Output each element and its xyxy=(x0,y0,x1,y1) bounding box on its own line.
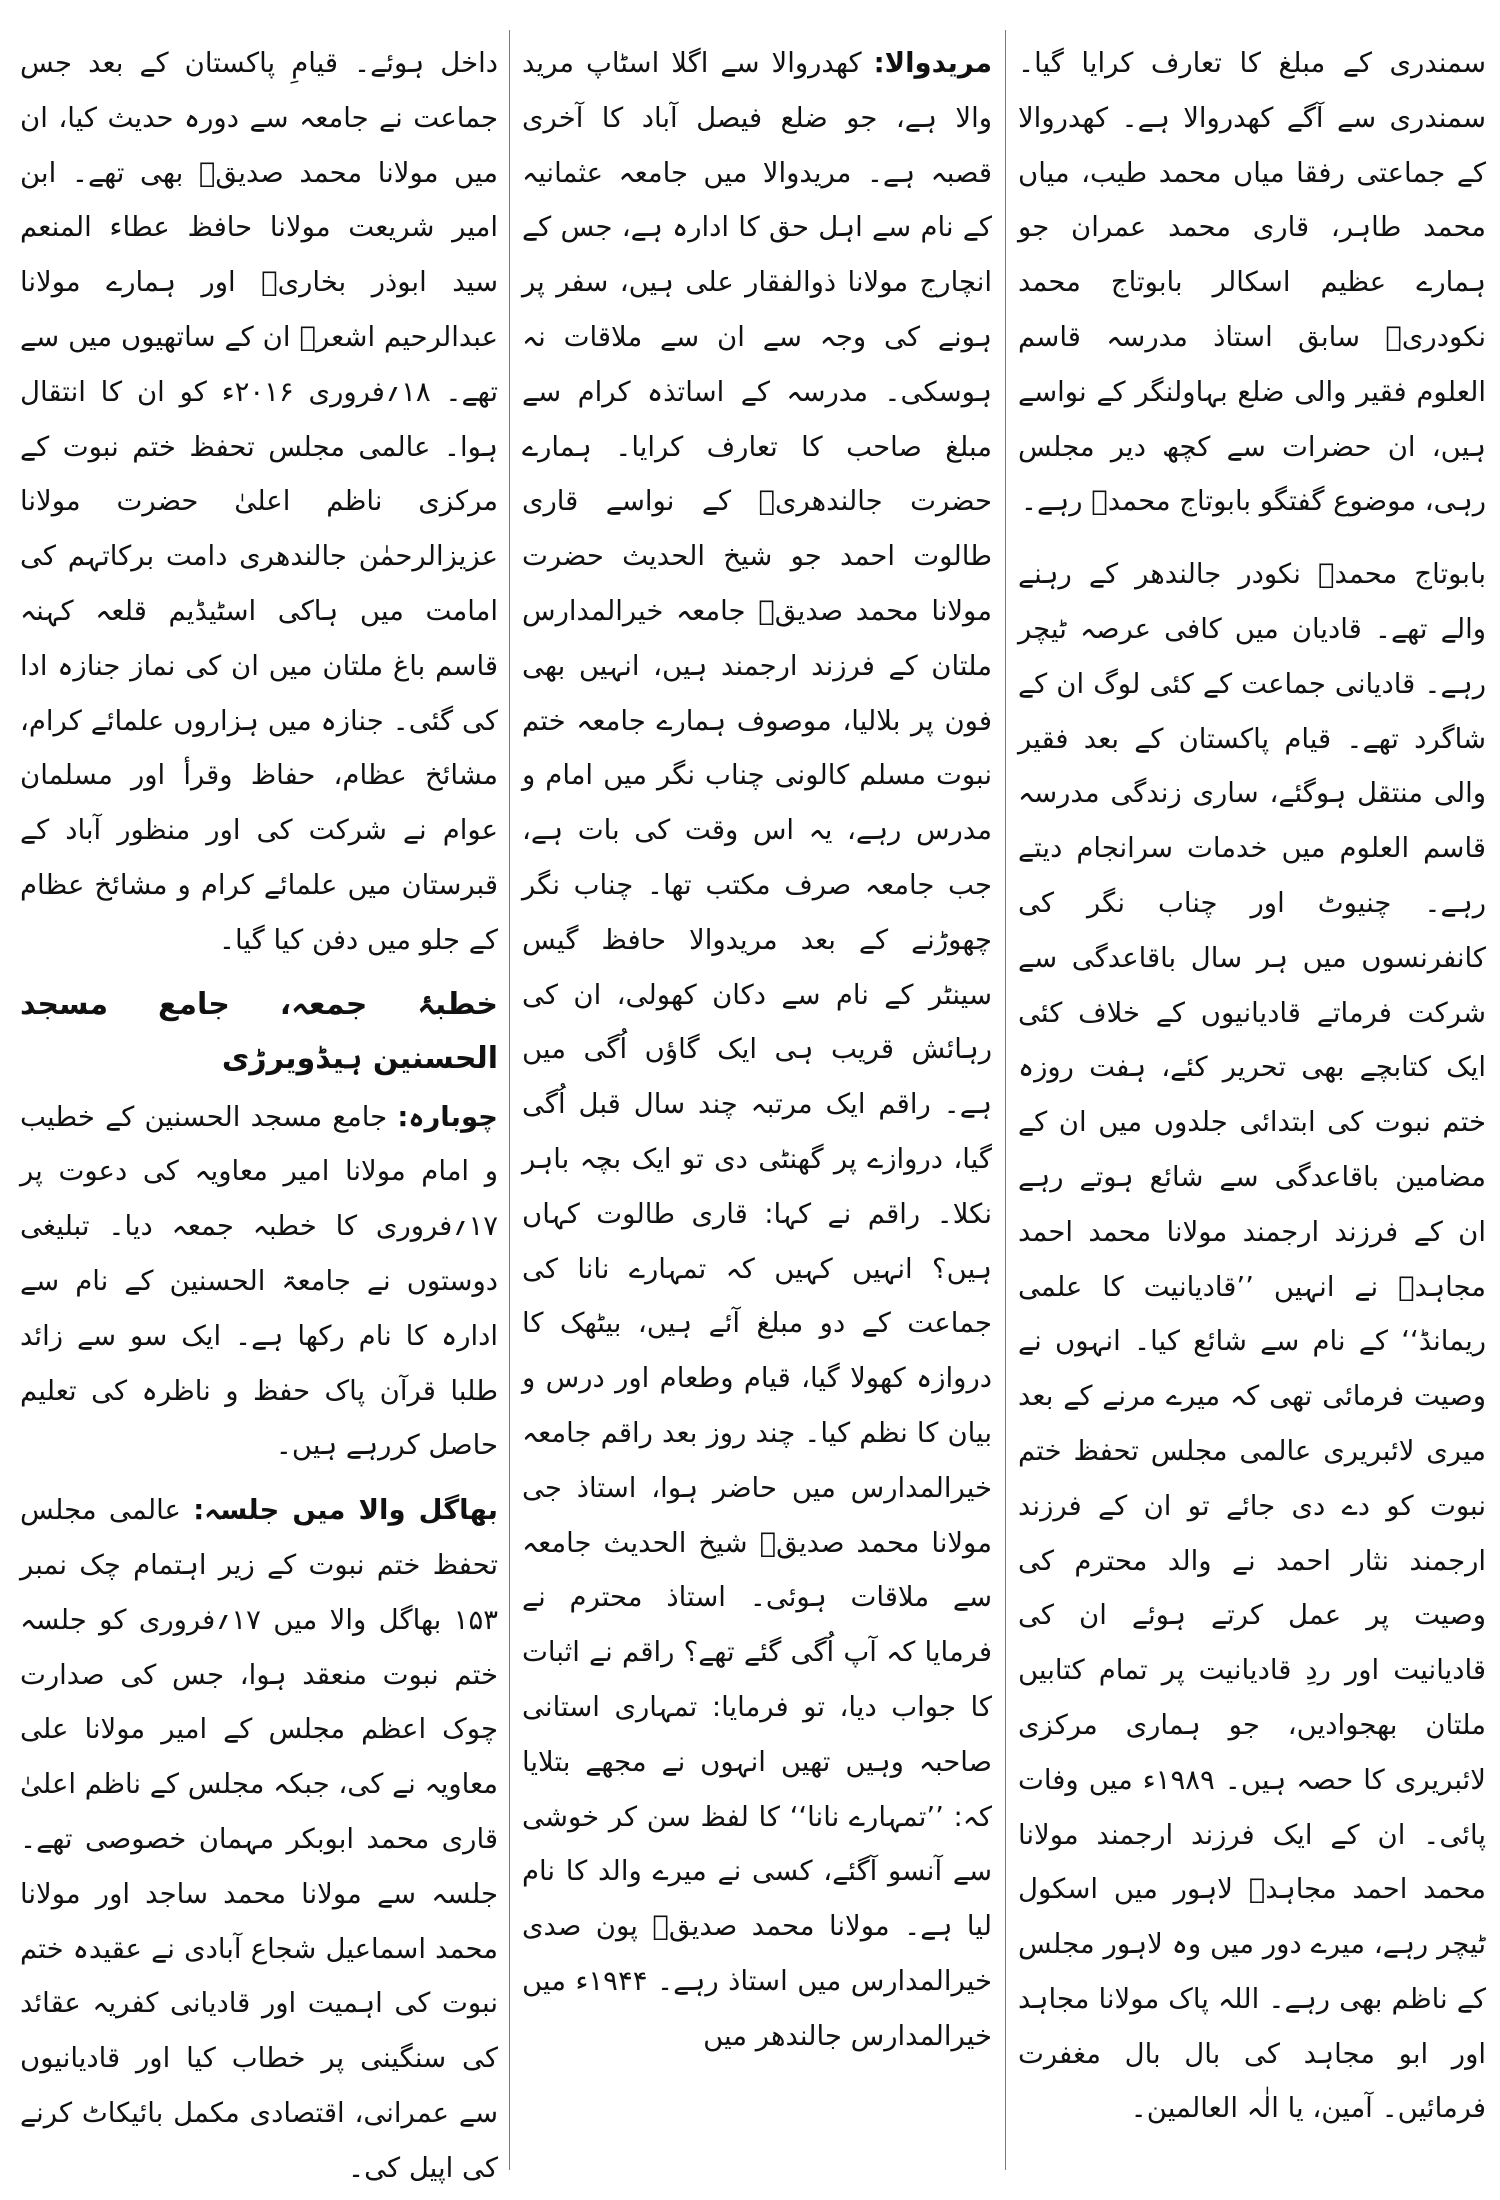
section-lead: چوبارہ: xyxy=(397,1100,498,1133)
section-heading: خطبۂ جمعہ، جامع مسجد الحسنین ہیڈویرڑی xyxy=(20,986,498,1076)
paragraph-text: جامع مسجد الحسنین کے خطیب و امام مولانا امیر معاویہ کی دعوت پر ۱۷؍فروری کا خطبہ جمعہ دیا۔ تبلیغی دوستوں نے جامعۃ الحسنین کے نام سے ادارہ کا نام رکھا ہے۔ ایک سو سے زائد طلبا قرآن پاک حفظ و ناظرہ کی تعلیم حاصل کررہے ہیں۔ xyxy=(20,1100,498,1462)
article-paragraph: داخل ہوئے۔ قیامِ پاکستان کے بعد جس جماعت نے جامعہ سے دورہ حدیث کیا، ان میں مولانا محمد صدیقؒ بھی تھے۔ ابن امیر شریعت مولانا حافظ عطاء المنعم سید ابوذر بخاریؒ اور ہمارے مولانا عبدالرحیم اشعرؒ ان کے ساتھیوں میں سے تھے۔ ۱۸؍فروری ۲۰۱۶ء کو ان کا انتقال ہوا۔ عالمی مجلس تحفظ ختم نبوت کے مرکزی ناظم اعلیٰ حضرت مولانا عزیزالرحمٰن جالندھری دامت برکاتہم کی امامت میں ہاکی اسٹیڈیم قلعہ کہنہ قاسم باغ ملتان میں ان کی نماز جنازہ ادا کی گئی۔ جنازہ میں ہزاروں علمائے کرام، مشائخ عظام، حفاظ وقرأ اور مسلمان عوام نے شرکت کی اور منظور آباد کے قبرستان میں علمائے کرام و مشائخ عظام کے جلو میں دفن کیا گیا۔ xyxy=(20,47,499,956)
section-lead: مریدوالا: xyxy=(873,47,992,79)
section-lead: بھاگل والا میں جلسہ: xyxy=(193,1494,498,1527)
column-divider xyxy=(1005,30,1006,2170)
article-paragraph: سمندری کے مبلغ کا تعارف کرایا گیا۔ سمندری سے آگے کھدروالا ہے۔ کھدروالا کے جماعتی رفقا میاں محمد طیب، میاں محمد طاہر، قاری محمد عمران جو ہمارے عظیم اسکالر بابوتاج محمد نکودریؒ سابق استاذ مدرسہ قاسم العلوم فقیر والی ضلع بہاولنگر کے نواسے ہیں، ان حضرات سے کچھ دیر مجلس رہی، موضوع گفتگو بابوتاج محمدؒ رہے۔ xyxy=(1018,47,1486,518)
article-paragraph xyxy=(522,36,992,2063)
column-divider xyxy=(509,30,510,2170)
column-left xyxy=(19,36,499,2184)
paragraph-text: کھدروالا سے اگلا اسٹاپ مرید والا ہے، جو ضلع فیصل آباد کا آخری قصبہ ہے۔ مریدوالا میں جامعہ عثمانیہ کے نام سے اہل حق کا ادارہ ہے، جس کے انچارج مولانا ذوالفقار علی ہیں، سفر پر ہونے کی وجہ سے ان سے ملاقات نہ ہوسکی۔ مدرسہ کے اساتذہ کرام سے مبلغ صاحب کا تعارف کرایا۔ ہمارے حضرت جالندھریؒ کے نواسے قاری طالوت احمد جو شیخ الحدیث حضرت مولانا محمد صدیقؒ جامعہ خیرالمدارس ملتان کے فرزند ارجمند ہیں، انہیں بھی فون پر بلالیا، موصوف ہمارے جامعہ ختم نبوت مسلم کالونی چناب نگر میں امام و مدرس رہے، یہ اس وقت کی بات ہے، جب جامعہ صرف مکتب تھا۔ چناب نگر چھوڑنے کے بعد مریدوالا حافظ گیس سینٹر کے نام سے دکان کھولی، ان کی رہائش قریب ہی ایک گاؤں اُگی میں ہے۔ راقم ایک مرتبہ چند سال قبل اُگی گیا، دروازے پر گھنٹی دی تو ایک بچہ باہر نکلا۔ راقم نے کہا: قاری طالوت کہاں ہیں؟ انہیں کہیں کہ تمہارے نانا کی جماعت کے دو مبلغ آئے ہیں، بیٹھک کا دروازہ کھولا گیا، قیام وطعام اور درس و بیان کا نظم کیا۔ چند روز بعد راقم جامعہ خیرالمدارس میں حاضر ہوا، استاذ جی مولانا محمد صدیقؒ شیخ الحدیث جامعہ سے ملاقات ہوئی۔ استاذ محترم نے فرمایا کہ آپ اُگی گئے تھے؟ راقم نے اثبات کا جواب دیا، تو فرمایا: تمہاری استانی صاحبہ وہیں تھیں انہوں نے مجھے بتلایا کہ: ’’تمہارے نانا‘‘ کا لفظ سن کر خوشی سے آنسو آگئے، کسی نے میرے والد کا نام لیا ہے۔ مولانا محمد صدیقؒ پون صدی خیرالمدارس میں استاذ رہے۔ ۱۹۴۴ء میں خیرالمدارس جالندھر میں xyxy=(522,47,993,2052)
article-paragraph xyxy=(20,1090,498,1474)
column-middle xyxy=(522,36,992,2166)
article-paragraph xyxy=(20,1483,498,2195)
paragraph-text: عالمی مجلس تحفظ ختم نبوت کے زیر اہتمام چک نمبر ۱۵۳ بھاگل والا میں ۱۷؍فروری کو جلسہ ختم نبوت منعقد ہوا، جس کی صدارت چوک اعظم مجلس کے امیر مولانا علی معاویہ نے کی، جبکہ مجلس کے ناظم اعلیٰ قاری محمد ابوبکر مہمان خصوصی تھے۔ جلسہ سے مولانا محمد ساجد اور مولانا محمد اسماعیل شجاع آبادی نے عقیدہ ختم نبوت کی اہمیت اور قادیانی کفریہ عقائد کی سنگینی پر خطاب کیا اور قادیانیوں سے عمرانی، اقتصادی مکمل بائیکاٹ کرنے کی اپیل کی۔ xyxy=(19,1494,498,2184)
article-paragraph: بابوتاج محمدؒ نکودر جالندھر کے رہنے والے تھے۔ قادیان میں کافی عرصہ ٹیچر رہے۔ قادیانی جماعت کے کئی لوگ ان کے شاگرد تھے۔ قیام پاکستان کے بعد فقیر والی منتقل ہوگئے، ساری زندگی مدرسہ قاسم العلوم میں خدمات سرانجام دیتے رہے۔ چنیوٹ اور چناب نگر کی کانفرنسوں میں ہر سال باقاعدگی سے شرکت فرماتے قادیانیوں کے خلاف کئی ایک کتابچے بھی تحریر کئے، ہفت روزہ ختم نبوت کی ابتدائی جلدوں میں ان کے مضامین باقاعدگی سے شائع ہوتے رہے ان کے فرزند ارجمند مولانا محمد احمد مجاہدؒ نے انہیں ’’قادیانیت کا علمی ریمانڈ‘‘ کے نام سے شائع کیا۔ انہوں نے وصیت فرمائی تھی کہ میرے مرنے کے بعد میری لائبریری عالمی مجلس تحفظ ختم نبوت کو دے دی جائے تو ان کے فرزند ارجمند نثار احمد نے والد محترم کی وصیت پر عمل کرتے ہوئے ان کی قادیانیت اور ردِ قادیانیت پر تمام کتابیں ملتان بھجوادیں، جو ہماری مرکزی لائبریری کا حصہ ہیں۔ ۱۹۸۹ء میں وفات پائی۔ ان کے ایک فرزند ارجمند مولانا محمد احمد مجاہدؒ لاہور میں اسکول ٹیچر رہے، میرے دور میں وہ لاہور مجلس کے ناظم بھی رہے۔ اللہ پاک مولانا مجاہد اور ابو مجاہد کی بال بال مغفرت فرمائیں۔ آمین، یا الٰہ العالمین۔ xyxy=(1018,558,1486,2125)
column-right xyxy=(1018,36,1486,2166)
